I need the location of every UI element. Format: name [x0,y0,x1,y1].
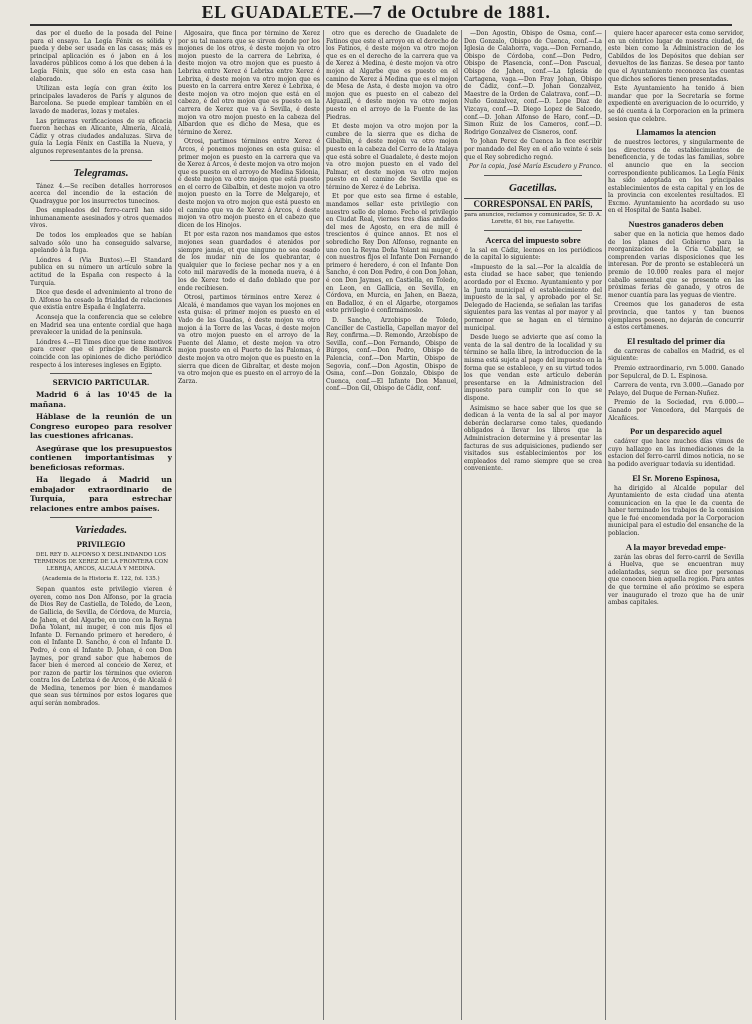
privilegio-title: PRIVILEGIO [76,540,126,550]
corresponsal-subtitle: para anuncios, reclamos y comunicados, Sr. D. A. Lorette, 61 bis, rue Lafayette. [464,211,602,225]
section-rule [50,517,152,518]
ganaderos-heading: Nuestros ganaderos deben [628,219,724,230]
signature: Por la copia, José María Escudero y Franco. [468,163,602,171]
article-paragraph: Desde luego se advierte que así como la venta de la sal dentro de la localidad y su término se halla libre, la introduccion de la misma está sujeta al pago del impuesto en la forma que se establece, y en su virtud todos los que vendan este artículo deberán presentarse en la Administracion del impuesto para cumplir con lo que se dispone. [464,334,602,402]
column-divider [461,30,462,1020]
article-paragraph: Premio de la Sociedad, rvn 6.000.—Ganado por Vencedora, del Marqués de Alcañices. [608,399,744,422]
article-paragraph: ha dirigido al Alcalde popular del Ayuntamiento de esta ciudad una atenta comunicacion en la que le da cuenta de haber terminado los trabajos de la comision que le fué encomendada por la Corporacion municipal para el estudio del ensanche de la poblacion. [608,484,744,538]
article-paragraph: zarán las obras del ferro-carril de Sevilla á Huelva, que se encuentran muy adelantadas, segun se dice por personas que conocen bien aquella region. Para antes de que termine el año próximo se espera ver inaugurado el trozo que ha de unir ambas capitales. [608,553,744,607]
section-rule [50,373,152,374]
masthead: EL GUADALETE.—7 de Octubre de 1881. [201,2,551,22]
article-paragraph: Sepan quantos este privilegio vieren é oyeren, como nos Don Alfonso, por la gracia de Dios Rey de Castiella, de Toledo, de Leon, de Gallicia, de Sevilla, de Córdova, de Murcia, de Jahen, et del Algarbe, en uno con la Reyna Doña Yolant, mi muger, é con mis fijos el Infante D. Fernando primero et heredero, é con el Infante D. Sancho, é con el Infante D. Pedro, é con el Infante D. Johan, é con Don Jaymes, por grand sabor que habemos de facer bien é merced al conceio de Xerez, et por razon de partir los términos que ovieron contra los de Lebrixa é de Arcos, é de Alcalá é de Medina, tenemos por bien é mandamos que sean sus términos por estos logares que aquí serán nombrados. [30,586,172,708]
servicio-news: Háblase de la reunión de un Congreso europeo para resolver las cuestiones africanas. [30,412,172,441]
servicio-dateline: Madrid 6 á las 10'45 de la mañana. [30,390,172,409]
corresponsal-heading: CORRESPONSAL EN PARÍS, [464,198,602,211]
article-paragraph: la sal en Cádiz, leemos en los periódicos de la capital lo siguiente: [464,246,602,262]
llamamos-heading: Llamamos la atencion [636,127,716,138]
telegram-paragraph: Tánez 4.—Se reciben detalles horrorosos acerca del incendio de la estación de Quadraygue por los insurrectos tunecinos. [30,182,172,205]
article-paragraph: otro que es derecho de Guadalete de Fatinos que este el arroyo en el derecho de los Fatinos, é deste mojon va otro mojon que es en el derecho de la carrera que va de Xerez á Medina, é deste mojon va otro mojon al Algarbe que es puesto en el camino de Xerez á Medina que es el mojon de Mesa de Asta, é deste mojon va otro mojon que es puesto en el cabezo del Alguazil, é deste mojon va otro mojon puesto en el arroyo de la Fuente de las Piedras. [326,30,458,121]
article-paragraph: Este Ayuntamiento ha tenido á bien mandar que por la Secretaría se forme expediente en averiguacion de lo ocurrido, y se dé cuenta á la Corporacion en la primera sesion que celebre. [608,85,744,123]
article-paragraph: Otrosi, partimos términos entre Xerez é Alcalá, é mandamos que vayan los mojones en esta guisa: el primer mojon es puesto en el Vado de las Guadas, é deste mojon va otro mojon á la Torre de las Vacas, é deste mojon va otro mojon puesto en el arroyo de la Fuente del Alamo, et deste mojon va otro mojon puesto en el Puerto de las Palomas, é deste mojon va otro mojon que es puesto en la sierra que dicen de Gibraltar, et deste mojon va otro mojon que es puesto en el arroyo de la Zarza. [178,294,320,385]
article-paragraph: Et por que esto sea firme é estable, mandamos sellar este privilegio con nuestro sello de plomo. Fecho el privilegio en Ciudat Real, viernes tres dias andados del mes de Agosto, en era de mill é trescientos é quince annos. Et nos el sobredicho Rey Don Alfonso, regnante en uno con la Reyna Doña Yolant mi muger, é con nuestros fijos el Infante Don Fernando primero é heredero, é con el Infante Don Sancho, é con Don Pedro, é con Don Johan, é con Don Jaymes, en Castiella, en Toledo, en Leon, en Gallicia, en Sevilla, en Córdova, en Murcia, en Jahen, en Baeza, en Badalloz, é en el Algarbe, otorgamos este privilegio é confirmámoslo. [326,193,458,315]
telegram-paragraph: Lóndres 4 (Via Buxtos).—El Standard publica en su número un artículo sobre la actitud de la España con respecto á la Turquía. [30,256,172,287]
article-paragraph: Otrosi, partimos términos entre Xerez é Arcos, é ponemos mojones en esta guisa: el primer mojon es puesto en la carrera que va de Xerez á Arcos, é deste mojon va otro mojon que es puesto en el arroyo de Medina Sidonia, é deste mojon va otro mojon que está puesto en el cerro de Gibalbin, et deste mojon va otro mojon puesto en la Torre de Melgarejo, et deste mojon va otro mojon que está puesto en el camino que va de Xerez á Arcos, é deste mojon va otro mojon puesto en el cabezo que dicen de los Hinojos. [178,138,320,229]
moreno-heading: El Sr. Moreno Espinosa, [632,472,720,483]
masthead-rule [30,24,732,26]
article-paragraph: Yo Johan Perez de Cuenca la fice escribir por mandado del Rey en el año veinte é seis que el Rey sobredicho regnó. [464,138,602,161]
section-title-variedades: Variedades. [74,524,128,537]
column-3 [326,30,458,1020]
servicio-news: Asegúrase que los presupuestos contienen importantísimas y beneficiosas reformas. [30,443,172,472]
brevedad-heading: A la mayor brevedad empe- [625,541,727,552]
resultado-heading: El resultado del primer día [627,335,725,346]
article-paragraph: Algosaira, que finca por término de Xerez por su tal manera que se sirven dende por los mojones de los otros, é deste mojon va otro mojon puesto de la carrera de Lebrixa, é deste mojon va otro mojon que es puesto á Lebrixa entre Xerez é Lebrixa entre Xerez é Lebrixa, é deste mojon va otro mojon que es puesto en la carrera entre Xerez é Lebrixa, é deste mojon va otro mojon que está en el cabezo, é del otro mojon que es puesto en la carrera de Xerez que va á Sevilla, é deste mojon va otro mojon puesto en la cabeza del Albardon que es dicho de Mesa, que es término de Xerez. [178,30,320,136]
column-divider [605,30,606,1020]
article-paragraph: Asimismo se hace saber que los que se dedican á la venta de la sal al por mayor deberán declararse como tales, quedando obligados á llevar los libros que la Administracion determine y á presentar las facturas de sus adquisiciones, pudiendo ser visitados sus establecimientos por los empleados del ramo siempre que se crea conveniente. [464,404,602,473]
article-paragraph: saber que en la noticia que hemos dado de los planes del Gobierno para la reorganizacion de la Cría Caballar, se comprenden varias disposiciones que les interesan. Por de pronto se establecerá un premio de 10.000 reales para el mejor caballo semental que se presente en las próximas ferias de ganado, y otros de menor cuantía para las yeguas de vientre. [608,231,744,299]
section-rule [50,160,152,161]
section-rule [484,230,582,231]
acerca-heading: Acerca del impuesto sobre [485,234,581,245]
column-5 [608,30,744,1020]
desparecido-heading: Por un desparecido aquel [629,426,723,437]
article-paragraph: Creemos que los ganaderos de esta provincia, que tantos y tan buenos ejemplares poseen, no dejarán de concurrir á estos certámenes. [608,301,744,332]
section-rule [484,175,582,176]
article-paragraph: Et por esta razon nos mandamos que estos mojones sean guardados é atenidos por siempre jamás, et que ninguno no sea osado de los mudar nin de los quebrantar, é qualquier que lo feciese pechar nos y a en coto mil maravedís de la moneda nueva, é á los de Xerez todo el daño doblado que por ende recibiesen. [178,231,320,292]
section-title-telegramas: Telegramas. [73,166,129,179]
article-paragraph: Et deste mojon va otro mojon por la cumbre de la sierra que es dicha de Gibalbin, é deste mojon va otro mojon puesto en la cabeza del Cerro de la Atalaya que está sobre el Guadalete, é deste mojon va otro mojon puesto en el vado del Palmar, et deste mojon va otro mojon puesto en el camino de Sevilla que es término de Xerez é de Lebrixa. [326,123,458,191]
column-1 [30,30,172,1020]
article-paragraph: Carrera de venta, rvn 3.000.—Ganado por Pelayo, del Duque de Fernan-Nuñez. [608,382,744,397]
telegram-paragraph: Aconseja que la conferencia que se celebre en Madrid sea una entente cordial que haga prevalecer la unidad de la península. [30,314,172,337]
column-divider [175,30,176,1020]
article-paragraph: das por el dueño de la posada del Peine para el ensayo. La Legía Fénix es sólida y pueda y debe ser usada en las casas; más es principal aplicación es ó jabon en á los lavaderos públicos como á los que deben á la Legía Fénix, que sólo en esta casa han elaborado. [30,30,172,83]
telegram-paragraph: De todos los empleados que se habían salvado sólo uno ha conseguido salvarse, apelando á la fuga. [30,232,172,255]
telegram-paragraph: Dice que desde el advenimiento al trono de D. Alfonso ha cesado la frialdad de relaciones que existía entre España é Inglaterra. [30,289,172,312]
privilegio-subtitle: DEL REY D. ALFONSO X DESLINDANDO LOS TERMINOS DE XEREZ DE LA FRONTERA CON LEBRIJA, ARCOS, ALCALÁ Y MEDINA. [33,552,169,573]
telegram-paragraph: Dos empleados del ferro-carril han sido inhumanamente asesinados y otros quemados vivos. [30,207,172,230]
article-paragraph: Premio extraordinario, rvn 5.000. Ganado por Sepulcral, de D. L. Espinosa. [608,364,744,380]
article-paragraph: Utilizan esta legía con gran éxito los principales lavaderos de París y algunos de Barcelona. Se puede emplear también en el lavado de maderas, lozas y metales. [30,85,172,115]
article-paragraph: de carreras de caballos en Madrid, es el siguiente: [608,347,744,363]
section-title-servicio: SERVICIO PARTICULAR. [52,378,150,388]
telegram-paragraph: Lóndres 4.—El Times dice que tiene motivos para creer que el príncipe de Bismarck coincide con las opiniones de dicho periódico respecto á los intereses ingleses en Egipto. [30,338,172,369]
article-paragraph: —Don Agostin, Obispo de Osma, conf.—Don Gonzalo, Obispo de Cuenca, conf.—La Iglesia de Calahorra, vaga.—Don Fernando, Obispo de Córdoba, conf.—Don Pedro, Obispo de Plasencia, conf.—Don Pascual, Obispo de Jahen, conf.—La Iglesia de Cartagena, vaga.—Don Fray Johan, Obispo de Cádiz, conf.—D. Johan Gonzalvez, Maestre de la Orden de Calatrava, conf.—D. Nuño Gonzalvez, conf.—D. Lope Diaz de Vizcaya, conf.—D. Diego Lopez de Salcedo, conf.—D. Johan Alfonso de Haro, conf.—D. Simon Ruiz de los Cameros, conf.—D. Rodrigo Gonzalvez de Cisneros, conf. [464,30,602,136]
article-paragraph: «Impuesto de la sal.—Por la alcaldía de esta ciudad se hace saber, que teniendo acordado por el Excmo. Ayuntamiento y por la Junta municipal el establecimiento del impuesto de la sal, y aprobado por el Sr. Delegado de Hacienda, se señalan las tarifas siguientes para las ventas al por mayor y al pormenor que se hagan en el término municipal. [464,263,602,332]
article-paragraph: cadáver que hace muchos días vimos de cuyo hallazgo en las inmediaciones de la estacion del ferro-carril dimos noticia, no se ha podido averiguar todavía su identidad. [608,438,744,468]
article-paragraph: quiere hacer aparecer esta como servidor, en un céntrico lugar de nuestra ciudad, de este bien como la Administracion de los Cabildos de los Depósitos que debian ser devueltos de las fianzas. Se desea por tanto que el Ayuntamiento reconozca las cuentas que dichos señores tienen presentadas. [608,30,744,83]
servicio-news: Ha llegado á Madrid un embajador extraordinario de Turquía, para estrechar relaciones entre ambos países. [30,475,172,513]
column-divider [323,30,324,1020]
column-2 [178,30,320,1020]
article-paragraph: Las primeras verificaciones de su eficacia fueron hechas en Alicante, Almería, Alcalá, Cádiz y otras ciudades andaluzas. Sirva de guía la Legía Fénix en Castilla la Nueva, y algunos representantes de la prensa. [30,117,172,155]
article-paragraph: D. Sancho, Arzobispo de Toledo, Canciller de Castiella, Capellan mayor del Rey, confirma.—D. Remondo, Arzobispo de Sevilla, conf.—Don Fernando, Obispo de Búrgos, conf.—Don Pedro, Obispo de Palencia, conf.—Don Martin, Obispo de Segovia, conf.—Don Agostin, Obispo de Osma, conf.—Don Gonzalo, Obispo de Cuenca, conf.—El Infante Don Manuel, conf.—Don Gil, Obispo de Cádiz, conf. [326,316,458,393]
privilegio-note: (Academia de la Historia E. 122, fol. 135.) [42,576,160,583]
article-paragraph: de nuestros lectores, y singularmente de los directores de establecimientos de beneficencia, y de todas las familias, sobre el anuncio que en la seccion correspondiente publicamos. La Legía Fénix ha sido adoptada en los principales establecimientos de esta capital y en los de la provincia con excelentes resultados. El Excmo. Ayuntamiento ha acordado su uso en el Hospital de Santa Isabel. [608,139,744,215]
section-title-gacetillas: Gacetillas. [509,181,557,194]
column-4 [464,30,602,1020]
